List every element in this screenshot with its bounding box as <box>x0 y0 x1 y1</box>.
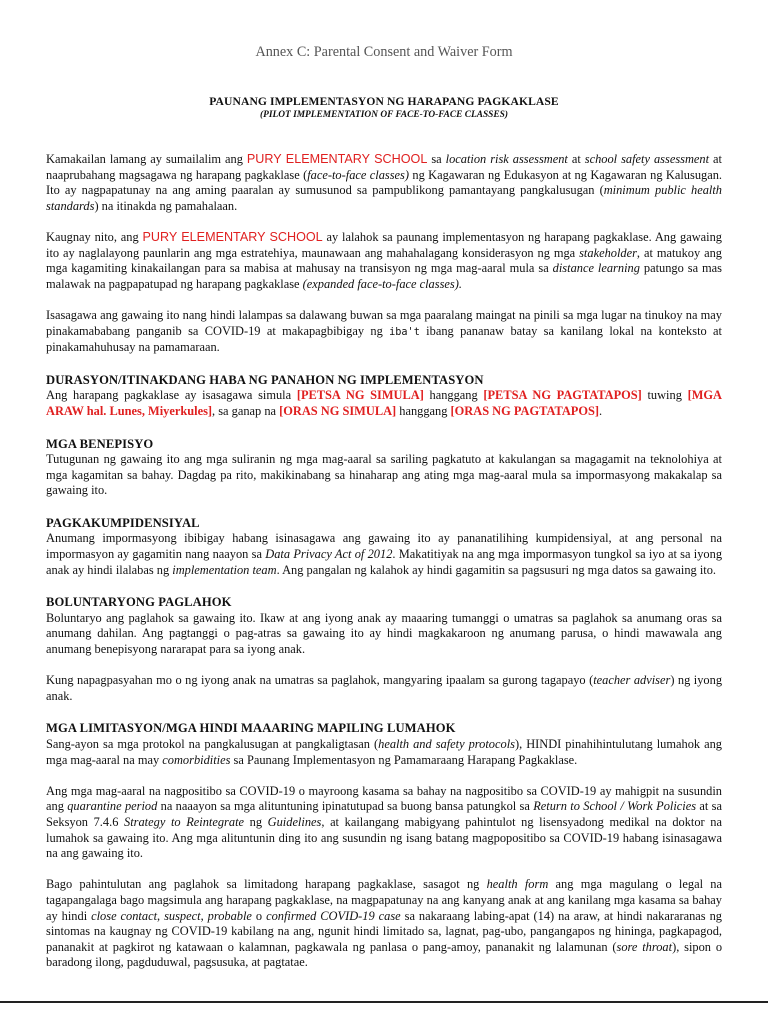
benefits-paragraph: Tutugunan ng gawaing ito ang mga suliranin ng mga mag-aaral sa sariling pagkatuto at kakulangan sa magagamit na teknolohiya at mga kagamitan sa bahay. Dagdag pa rito, makikinabang sa hinaharap ang ating mga mag-aaral mula sa impormasyong makakalap sa gawaing ito. <box>46 452 722 498</box>
intro-paragraph-3: Isasagawa ang gawaing ito nang hindi lalampas sa dalawang buwan sa mga paaralang maingat na pinili sa mga lugar na tinukoy na may pinakamababang panganib sa COVID-19 at makapagbibigay ng iba't ibang pananaw batay sa kanilang lokal na konteksto at pinakamahuhusay na pamamaraan. <box>46 307 723 355</box>
limitations-paragraph-2: Ang mga mag-aaral na nagpositibo sa COVID-19 o mayroong kasama sa bahay na nagpositibo sa COVID-19 ay mahigpit na susundin ang quarantine period na naaayon sa mga alituntuning ipinatutupad sa buong bansa patungkol sa Return to School / Work Policies at sa Seksyon 7.4.6 Strategy to Reintegrate ng Guidelines, at kailangang mabigyang pahintulot ng lisensyadong medikal na doktor na lumahok sa gawaing ito. Ang mga alituntunin ding ito ang susundin ng isang batang magpopositibo sa COVID-19 habang isinasagawa na ang gawaing ito. <box>46 783 723 861</box>
page-bottom-divider <box>0 1001 768 1003</box>
start-date-placeholder: [PETSA NG SIMULA] <box>296 388 424 403</box>
duration-heading: DURASYON/ITINAKDANG HABA NG PANAHON NG IMPLEMENTASYON <box>46 372 484 387</box>
benefits-heading: MGA BENEPISYO <box>46 436 154 451</box>
voluntary-heading: BOLUNTARYONG PAGLAHOK <box>46 595 232 610</box>
voluntary-paragraph-1: Boluntaryo ang paglahok sa gawaing ito. Ikaw at ang iyong anak ay maaaring tumanggi o umatras sa paglahok sa anumang oras sa anumang dahilan. Ang pagtanggi o pag-atras sa gawaing ito ay hindi magkakaroon ng anumang parusa, o hindi mawawala ang anumang benepisyong nararapat para sa iyong anak. <box>46 610 722 657</box>
duration-paragraph: Ang harapang pagkaklase ay isasagawa simula [PETSA NG SIMULA] hanggang [PETSA NG PAGTATAPOS] tuwing [MGA ARAW hal. Lunes, Miyerkules], sa ganap na [ORAS NG SIMULA] hanggang [ORAS NG PAGTATAPOS]. <box>46 388 722 418</box>
limitations-paragraph-1: Sang-ayon sa mga protokol na pangkalusugan at pangkaligtasan (health and safety protocols), HINDI pinahihintulutang lumahok ang mga mag-aaral na may comorbidities sa Paunang Implementasyon ng Pamamaraang Harapang Pagkaklase. <box>46 737 722 767</box>
limitations-heading: MGA LIMITASYON/MGA HINDI MAAARING MAPILING LUMAHOK <box>46 721 456 736</box>
limitations-paragraph-3: Bago pahintulutan ang paglahok sa limitadong harapang pagkaklase, sasagot ng health form ang mga magulang o legal na tagapangalaga bago magsimula ang harapang pagkaklase, na magpapatunay na ang kanyang anak at ang kanilang mga kasama sa bahay ay hindi close contact, suspect, probable o confirmed COVID-19 case sa nakaraang labing-apat (14) na araw, at hindi nakararanas ng sintomas na kaugnay ng COVID-19 kabilang na ang, ngunit hindi limitado sa, lagnat, pag-ubo, pangangapos ng hininga, pagkapagod, pananakit at pagkirot ng katawaan o kalamnan, pagkawala ng panlasa o pang-amoy, pananakit ng lalamunan (sore throat), sipon o baradong ilong, pagduduwal, pagsusuka, at pagtatae. <box>46 877 723 970</box>
start-time-placeholder: [ORAS NG SIMULA] <box>279 403 397 418</box>
confidentiality-heading: PAGKAKUMPIDENSIYAL <box>46 515 200 530</box>
days-placeholder: [MGA ARAW hal. Lunes, Miyerkules] <box>46 388 722 418</box>
intro-paragraph-2: Kaugnay nito, ang PURY ELEMENTARY SCHOOL ay lalahok sa paunang implementasyon ng harapang pagkaklase. Ang gawaing ito ay naglalayong paunlarin ang mga estratehiya, maunawaan ang mahahalagang konsiderasyon ng mga stakeholder, at matukoy ang mga kagamiting kinakailangan para sa mabisa at mahusay na transisyon ng mga mag-aaral mula sa distance learning patungo sa mas malawak na pagpapatupad ng harapang pagkaklase (expanded face-to-face classes). <box>46 229 722 291</box>
document-subtitle: (PILOT IMPLEMENTATION OF FACE-TO-FACE CLASSES) <box>260 110 508 120</box>
document-title: PAUNANG IMPLEMENTASYON NG HARAPANG PAGKAKLASE <box>209 95 559 108</box>
intro-paragraph-1: Kamakailan lamang ay sumailalim ang PURY ELEMENTARY SCHOOL sa location risk assessment at school safety assessment at naaprubahang magsagawa ng harapang pagkaklase (face-to-face classes) ng Kagawaran ng Edukasyon at ng Kagawaran ng Kalusugan. Ito ay nagpapatunay na ang aming paaralan ay sumusunod sa pampublikong pamantayang pangkalusugan (minimum public health standards) na itinakda ng pamahalaan. <box>46 152 723 213</box>
school-name: PURY ELEMENTARY SCHOOL <box>142 229 323 244</box>
voluntary-paragraph-2: Kung napagpasyahan mo o ng iyong anak na umatras sa paglahok, mangyaring ipaalam sa gurong tagapayo (teacher adviser) ng iyong anak. <box>46 673 723 703</box>
document-body <box>46 152 722 987</box>
school-name: PURY ELEMENTARY SCHOOL <box>246 152 428 166</box>
confidentiality-paragraph: Anumang impormasyong ibibigay habang isinasagawa ang gawaing ito ay pananatilihing kumpidensiyal, at ang personal na impormasyon ay gagamitin nang naayon sa Data Privacy Act of 2012. Makatitiyak na ang mga impormasyon tungkol sa iyo at sa iyong anak ay hindi ilalabas ng implementation team. Ang pangalan ng kalahok ay hindi gagamitin sa pagsusuri ng mga datos sa gawaing ito. <box>46 531 723 577</box>
end-date-placeholder: [PETSA NG PAGTATAPOS] <box>483 388 642 403</box>
end-time-placeholder: [ORAS NG PAGTATAPOS] <box>450 403 599 418</box>
annex-label: Annex C: Parental Consent and Waiver Form <box>255 44 513 60</box>
